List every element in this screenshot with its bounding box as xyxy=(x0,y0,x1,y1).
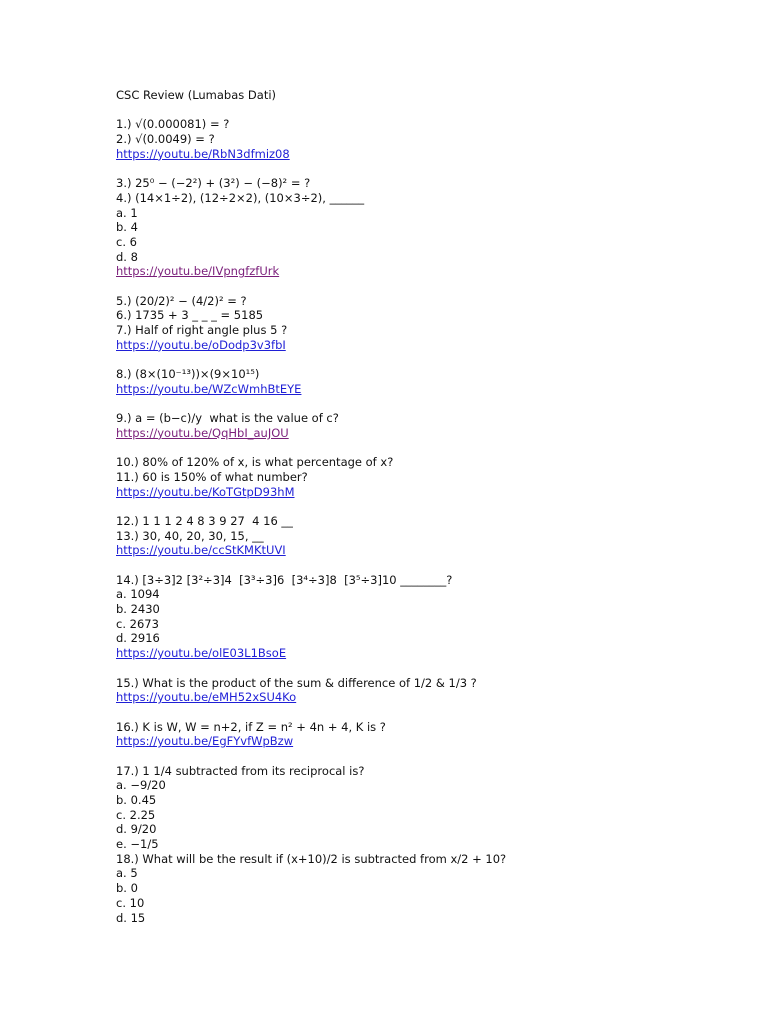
question-line: 9.) a = (b−c)/y what is the value of c? xyxy=(116,411,339,426)
link-line xyxy=(116,690,716,705)
question-line: 15.) What is the product of the sum & difference of 1/2 & 1/3 ? xyxy=(116,675,477,690)
question-line: a. −9/20 xyxy=(116,778,166,793)
document-title: CSC Review (Lumabas Dati) xyxy=(116,88,277,102)
document-body xyxy=(116,88,716,925)
question-line: 4.) (14×1÷2), (12÷2×2), (10×3÷2), ______ xyxy=(116,190,365,205)
question-line: b. 2430 xyxy=(116,602,160,617)
video-link[interactable]: https://youtu.be/EgFYvfWpBzw xyxy=(116,734,294,749)
question-line: e. −1/5 xyxy=(116,837,159,852)
question-block xyxy=(116,411,716,455)
question-line: 8.) (8×(10⁻¹³))×(9×10¹⁵) xyxy=(116,367,260,382)
question-line: 12.) 1 1 1 2 4 8 3 9 27 4 16 __ xyxy=(116,513,293,528)
question-line: 14.) [3÷3]2 [3²÷3]4 [3³÷3]6 [3⁴÷3]8 [3⁵÷3]10 ________? xyxy=(116,572,453,587)
question-line: c. 6 xyxy=(116,234,137,249)
link-line xyxy=(116,264,716,279)
spacer xyxy=(116,661,716,676)
question-line: a. 5 xyxy=(116,866,138,881)
question-block xyxy=(116,455,716,514)
question-line: c. 2.25 xyxy=(116,807,156,822)
question-line: 10.) 80% of 120% of x, is what percentage of x? xyxy=(116,455,394,470)
question-line: 6.) 1735 + 3 _ _ _ = 5185 xyxy=(116,308,264,323)
question-line: d. 2916 xyxy=(116,631,160,646)
spacer xyxy=(116,103,716,118)
video-link[interactable]: https://youtu.be/oDodp3v3fbI xyxy=(116,337,286,352)
link-line xyxy=(116,147,716,162)
spacer xyxy=(116,499,716,514)
question-line: 17.) 1 1/4 subtracted from its reciprocal is? xyxy=(116,763,365,778)
question-block xyxy=(116,294,716,367)
question-block xyxy=(116,514,716,573)
question-line: a. 1 xyxy=(116,205,138,220)
question-block xyxy=(116,117,716,176)
link-line xyxy=(116,734,716,749)
question-line: 18.) What will be the result if (x+10)/2 is subtracted from x/2 + 10? xyxy=(116,851,507,866)
question-line: b. 0.45 xyxy=(116,793,157,807)
video-link[interactable]: https://youtu.be/IVpngfzfUrk xyxy=(116,264,280,279)
video-link[interactable]: https://youtu.be/RbN3dfmiz08 xyxy=(116,146,290,161)
question-line: d. 15 xyxy=(116,910,146,925)
spacer xyxy=(116,279,716,294)
video-link[interactable]: https://youtu.be/eMH52xSU4Ko xyxy=(116,690,297,705)
link-line xyxy=(116,426,716,441)
question-line: 16.) K is W, W = n+2, if Z = n² + 4n + 4, K is ? xyxy=(116,719,386,734)
video-link[interactable]: https://youtu.be/KoTGtpD93hM xyxy=(116,484,295,499)
question-line: d. 9/20 xyxy=(116,822,157,837)
question-line: 2.) √(0.0049) = ? xyxy=(116,132,215,147)
question-line: 7.) Half of right angle plus 5 ? xyxy=(116,323,288,337)
question-line: 11.) 60 is 150% of what number? xyxy=(116,469,308,484)
question-line: c. 2673 xyxy=(116,616,159,631)
question-line: 3.) 25⁰ − (−2²) + (3²) − (−8)² = ? xyxy=(116,176,311,191)
question-line: 13.) 30, 40, 20, 30, 15, __ xyxy=(116,528,264,543)
video-link[interactable]: https://youtu.be/ccStKMKtUVI xyxy=(116,543,286,558)
question-line: 5.) (20/2)² − (4/2)² = ? xyxy=(116,293,247,308)
question-line: b. 0 xyxy=(116,881,138,896)
link-line xyxy=(116,543,716,558)
link-line xyxy=(116,382,716,397)
spacer xyxy=(116,396,716,411)
spacer xyxy=(116,352,716,367)
question-block xyxy=(116,573,716,676)
video-link[interactable]: https://youtu.be/QqHbI_auJOU xyxy=(116,425,289,440)
link-line xyxy=(116,338,716,353)
spacer xyxy=(116,441,716,456)
video-link[interactable]: https://youtu.be/WZcWmhBtEYE xyxy=(116,381,302,396)
video-link[interactable]: https://youtu.be/olE03L1BsoE xyxy=(116,646,287,661)
question-line: b. 4 xyxy=(116,220,138,235)
spacer xyxy=(116,705,716,720)
spacer xyxy=(116,558,716,573)
question-block xyxy=(116,176,716,294)
link-line xyxy=(116,646,716,661)
question-block xyxy=(116,764,716,926)
question-line: c. 10 xyxy=(116,895,145,910)
question-line: a. 1094 xyxy=(116,587,160,602)
question-line: 1.) √(0.000081) = ? xyxy=(116,117,230,132)
question-line: d. 8 xyxy=(116,249,138,264)
link-line xyxy=(116,485,716,500)
spacer xyxy=(116,161,716,176)
spacer xyxy=(116,749,716,764)
question-block xyxy=(116,367,716,411)
question-block xyxy=(116,720,716,764)
question-block xyxy=(116,676,716,720)
